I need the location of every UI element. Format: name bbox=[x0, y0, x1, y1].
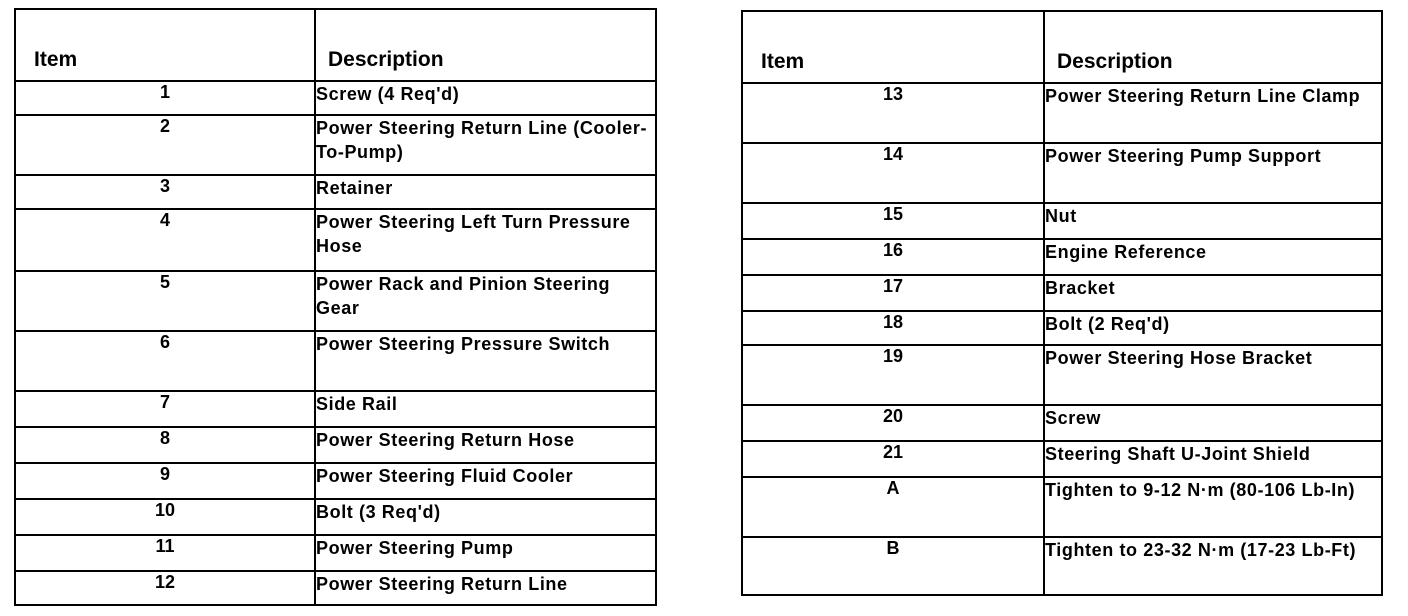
table-row bbox=[15, 81, 656, 115]
item-description: Power Steering Pressure Switch bbox=[315, 331, 656, 391]
item-number: 2 bbox=[15, 115, 315, 175]
item-header: Item bbox=[742, 11, 1044, 83]
item-description: Power Steering Hose Bracket bbox=[1044, 345, 1382, 405]
item-description: Tighten to 9-12 N·m (80-106 Lb-In) bbox=[1044, 477, 1382, 537]
item-number: B bbox=[742, 537, 1044, 595]
parts-table-right bbox=[741, 10, 1383, 596]
table-row bbox=[742, 143, 1382, 203]
table-row bbox=[742, 405, 1382, 441]
header-row bbox=[742, 11, 1382, 83]
description-header: Description bbox=[1044, 11, 1382, 83]
table-row bbox=[15, 499, 656, 535]
item-number: 20 bbox=[742, 405, 1044, 441]
item-number: 7 bbox=[15, 391, 315, 427]
item-number: A bbox=[742, 477, 1044, 537]
item-number: 8 bbox=[15, 427, 315, 463]
item-description: Bracket bbox=[1044, 275, 1382, 311]
table-row bbox=[742, 311, 1382, 345]
header-row bbox=[15, 9, 656, 81]
table-row bbox=[15, 271, 656, 331]
description-header: Description bbox=[315, 9, 656, 81]
table-row bbox=[742, 203, 1382, 239]
item-number: 14 bbox=[742, 143, 1044, 203]
item-number: 15 bbox=[742, 203, 1044, 239]
table-row bbox=[15, 571, 656, 605]
item-header: Item bbox=[15, 9, 315, 81]
item-number: 21 bbox=[742, 441, 1044, 477]
table-row bbox=[15, 209, 656, 271]
item-number: 3 bbox=[15, 175, 315, 209]
table-row bbox=[742, 441, 1382, 477]
item-description: Power Steering Pump Support bbox=[1044, 143, 1382, 203]
item-number: 4 bbox=[15, 209, 315, 271]
item-description: Screw (4 Req'd) bbox=[315, 81, 656, 115]
table-row bbox=[15, 175, 656, 209]
table-row bbox=[742, 83, 1382, 143]
item-number: 1 bbox=[15, 81, 315, 115]
item-description: Retainer bbox=[315, 175, 656, 209]
item-description: Power Steering Return Line (Cooler-To-Pump) bbox=[315, 115, 656, 175]
table-row bbox=[742, 345, 1382, 405]
table-row bbox=[742, 477, 1382, 537]
item-number: 17 bbox=[742, 275, 1044, 311]
item-number: 13 bbox=[742, 83, 1044, 143]
item-number: 11 bbox=[15, 535, 315, 571]
item-number: 10 bbox=[15, 499, 315, 535]
item-description: Power Steering Pump bbox=[315, 535, 656, 571]
item-description: Power Rack and Pinion Steering Gear bbox=[315, 271, 656, 331]
item-number: 16 bbox=[742, 239, 1044, 275]
parts-table-left bbox=[14, 8, 657, 606]
item-description: Power Steering Return Line bbox=[315, 571, 656, 605]
table-row bbox=[15, 331, 656, 391]
item-description: Power Steering Return Hose bbox=[315, 427, 656, 463]
item-description: Power Steering Left Turn Pressure Hose bbox=[315, 209, 656, 271]
table-row bbox=[742, 239, 1382, 275]
item-number: 5 bbox=[15, 271, 315, 331]
table-row bbox=[15, 463, 656, 499]
item-description: Side Rail bbox=[315, 391, 656, 427]
table-row bbox=[15, 427, 656, 463]
item-description: Steering Shaft U-Joint Shield bbox=[1044, 441, 1382, 477]
table-row bbox=[15, 535, 656, 571]
table-row bbox=[15, 115, 656, 175]
item-number: 19 bbox=[742, 345, 1044, 405]
item-number: 9 bbox=[15, 463, 315, 499]
table-row bbox=[742, 537, 1382, 595]
item-number: 18 bbox=[742, 311, 1044, 345]
item-description: Bolt (3 Req'd) bbox=[315, 499, 656, 535]
item-number: 6 bbox=[15, 331, 315, 391]
item-description: Bolt (2 Req'd) bbox=[1044, 311, 1382, 345]
item-description: Power Steering Return Line Clamp bbox=[1044, 83, 1382, 143]
item-number: 12 bbox=[15, 571, 315, 605]
table-row bbox=[742, 275, 1382, 311]
item-description: Power Steering Fluid Cooler bbox=[315, 463, 656, 499]
item-description: Engine Reference bbox=[1044, 239, 1382, 275]
item-description: Tighten to 23-32 N·m (17-23 Lb-Ft) bbox=[1044, 537, 1382, 595]
item-description: Screw bbox=[1044, 405, 1382, 441]
table-row bbox=[15, 391, 656, 427]
item-description: Nut bbox=[1044, 203, 1382, 239]
